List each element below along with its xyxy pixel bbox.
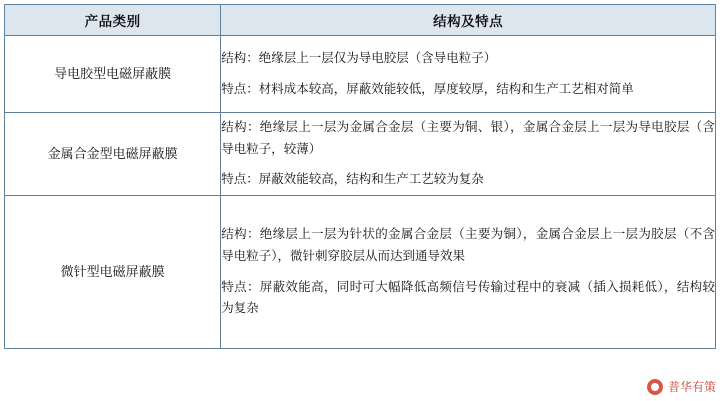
cell-detail [221,196,716,349]
watermark [647,378,716,395]
cell-category: 金属合金型电磁屏蔽膜 [5,113,221,196]
detail-structure: 结构：绝缘层上一层为金属合金层（主要为铜、银），金属合金层上一层为导电胶层（含导电粒子，较薄） [221,119,715,156]
product-spec-table [4,4,716,349]
table-row [5,196,716,349]
table-header-row [5,5,716,36]
detail-features: 特点：屏蔽效能高，同时可大幅降低高频信号传输过程中的衰减（插入损耗低），结构较为复杂 [221,279,715,316]
column-header-detail: 结构及特点 [221,5,716,36]
circle-logo-icon [647,379,663,395]
cell-category: 微针型电磁屏蔽膜 [5,196,221,349]
table-body [5,36,716,349]
table-header [5,5,716,36]
table-row [5,113,716,196]
watermark-label: 普华有策 [667,380,716,394]
table-row [5,36,716,113]
cell-category: 导电胶型电磁屏蔽膜 [5,36,221,113]
cell-detail [221,113,716,196]
column-header-category: 产品类别 [5,5,221,36]
detail-features: 特点：材料成本较高，屏蔽效能较低，厚度较厚，结构和生产工艺相对简单 [221,81,634,96]
detail-features: 特点：屏蔽效能较高，结构和生产工艺较为复杂 [221,172,484,187]
detail-structure: 结构：绝缘层上一层为针状的金属合金层（主要为铜），金属合金层上一层为胶层（不含导电粒子），微针刺穿胶层从而达到通导效果 [221,226,715,263]
cell-detail [221,36,716,113]
detail-structure: 结构：绝缘层上一层仅为导电胶层（含导电粒子） [221,50,497,65]
